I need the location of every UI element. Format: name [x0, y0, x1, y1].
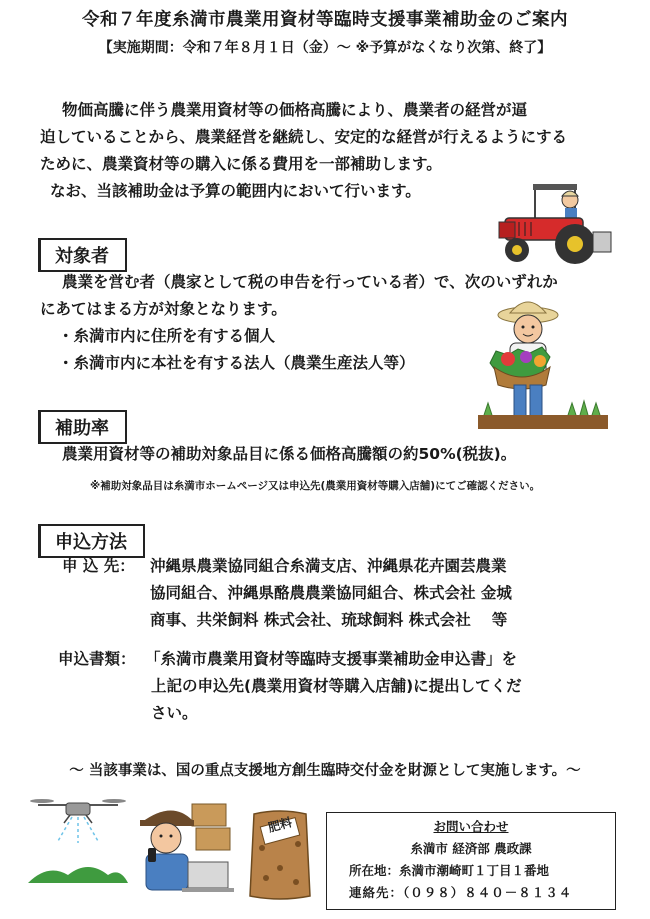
target-item: ・糸満市内に住所を有する個人 — [58, 327, 276, 345]
apply-documents-text — [145, 646, 615, 727]
funding-note: ～ 当該事業は、国の重点支援地方創生臨時交付金を財源として実施します。～ — [69, 763, 581, 779]
apply-destination-line: 協同組合、沖縄県酪農農業協同組合、株式会社 金城 — [150, 584, 512, 602]
fertilizer-label: 肥料 — [266, 815, 294, 835]
rate-note: ※補助対象品目は糸満市ホームページ又は申込先(農業用資材等購入店舗)にてご確認ください。 — [90, 480, 541, 492]
target-heading — [38, 238, 127, 272]
apply-documents-line: 上記の申込先(農業用資材等購入店舗)に提出してくだ — [151, 677, 522, 695]
contact-box — [326, 812, 616, 910]
intro-line: ために、農業資材等の購入に係る費用を一部補助します。 — [40, 155, 442, 173]
target-line: 農業を営む者（農家として税の申告を行っている者）で、次のいずれか — [62, 273, 558, 291]
apply-documents-line: 「糸満市農業用資材等臨時支援事業補助金申込書」を — [145, 650, 518, 668]
apply-destination-label: 申 込 先： — [62, 557, 135, 575]
contact-department: 糸満市 経済部 農政課 — [410, 841, 532, 856]
target-heading-label: 対象者 — [38, 238, 127, 272]
rate-heading-label: 補助率 — [38, 410, 127, 444]
intro-line: 迫していることから、農業経営を継続し、安定的な経営が行えるようにする — [40, 128, 568, 146]
apply-destination-line: 沖縄県農業協同組合糸満支店、沖縄県花卉園芸農業 — [150, 557, 507, 575]
tractor-illustration — [495, 178, 615, 268]
rate-text: 農業用資材等の補助対象品目に係る価格高騰額の約50%(税抜)。 — [62, 445, 517, 463]
apply-documents-line: さい。 — [151, 704, 198, 722]
farmer-with-phone-illustration — [132, 800, 242, 900]
apply-destination-list — [150, 553, 620, 634]
implementation-period: 【実施期間：令和７年８月１日（金）～ ※予算がなくなり次第、終了】 — [98, 40, 552, 56]
farmer-with-vegetables-illustration — [478, 293, 608, 433]
contact-title: お問い合わせ — [433, 819, 509, 834]
contact-phone: 連絡先：（０９８）８４０－８１３４ — [349, 885, 573, 900]
apply-destination-line: 商事、共栄飼料 株式会社、琉球飼料 株式会社 等 — [150, 611, 508, 629]
contact-address: 所在地：糸満市潮崎町１丁目１番地 — [349, 863, 550, 878]
intro-line: 物価高騰に伴う農業用資材等の価格高騰により、農業者の経営が逼 — [62, 101, 528, 119]
drone-illustration — [28, 795, 128, 887]
apply-heading-label: 申込方法 — [38, 524, 145, 558]
apply-documents-label: 申込書類： — [58, 650, 136, 668]
page-title: 令和７年度糸満市農業用資材等臨時支援事業補助金のご案内 — [82, 10, 568, 30]
intro-line: なお、当該補助金は予算の範囲内において行います。 — [50, 182, 421, 200]
target-line: にあてはまる方が対象となります。 — [40, 300, 287, 318]
rate-heading — [38, 410, 127, 444]
target-item: ・糸満市内に本社を有する法人（農業生産法人等） — [58, 354, 415, 372]
